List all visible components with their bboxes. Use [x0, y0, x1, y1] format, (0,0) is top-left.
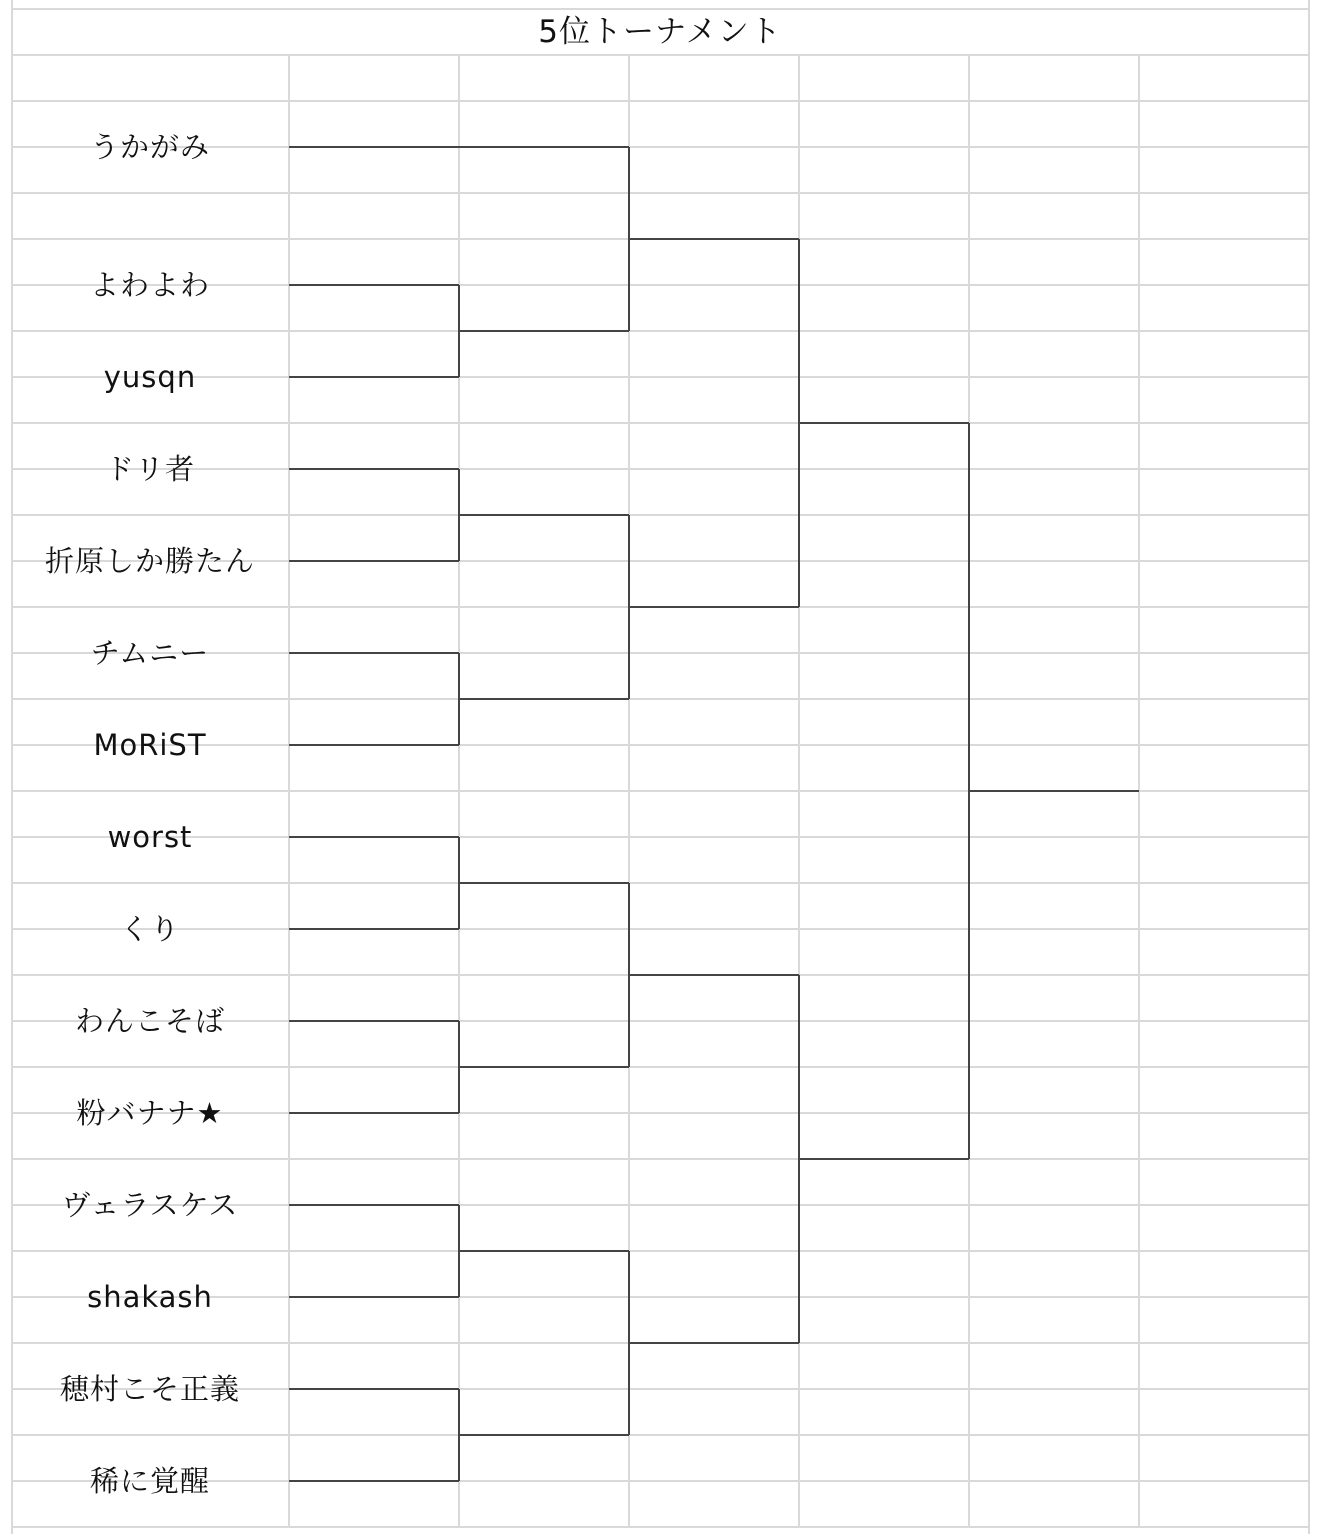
player-name: ヴェラスケス — [61, 1188, 239, 1222]
player-name: worst — [107, 820, 193, 854]
player-name: 粉バナナ★ — [76, 1096, 224, 1130]
tournament-title: 5位トーナメント — [538, 14, 782, 50]
player-name: 折原しか勝たん — [44, 544, 255, 578]
player-name: ドリ者 — [104, 452, 195, 486]
player-name: チムニー — [90, 636, 210, 670]
player-name: うかがみ — [89, 130, 210, 164]
player-name: MoRiST — [93, 728, 207, 762]
player-name: yusqn — [103, 360, 197, 394]
player-name: よわよわ — [89, 268, 210, 302]
player-name: 穂村こそ正義 — [59, 1372, 240, 1406]
player-name: わんこそば — [74, 1004, 225, 1038]
player-name: 稀に覚醒 — [89, 1464, 210, 1498]
player-name: くり — [119, 912, 180, 946]
player-name: shakash — [87, 1280, 213, 1314]
